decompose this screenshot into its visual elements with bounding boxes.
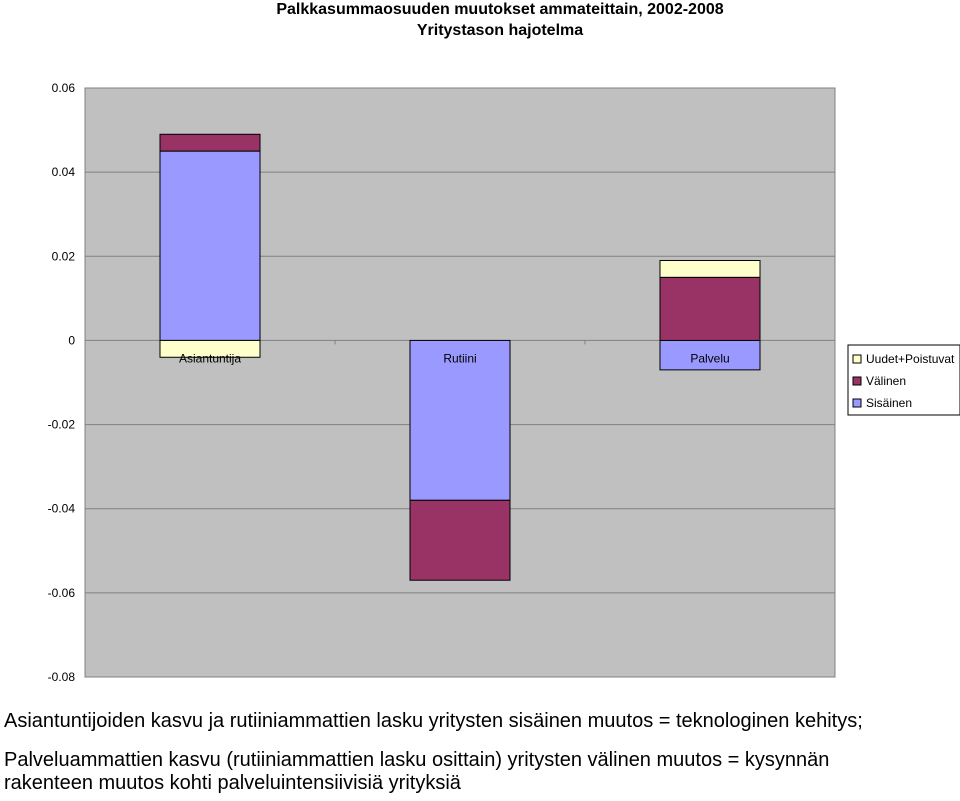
category-label: Palvelu: [690, 351, 730, 366]
legend-swatch: [853, 355, 861, 363]
y-axis-ticks: [48, 81, 76, 684]
caption-line-2: Palveluammattien kasvu (rutiiniammattien lasku osittain) yritysten välinen muutos = kysynnän: [4, 749, 830, 771]
chart-title: Palkkasummaosuuden muutokset ammateittain, 2002-2008: [276, 1, 724, 18]
y-tick-label: -0.04: [47, 501, 75, 516]
y-tick-label: 0.06: [51, 81, 75, 95]
legend-swatch: [853, 377, 861, 385]
y-tick-label: -0.02: [47, 417, 75, 432]
y-tick-label: 0.04: [51, 165, 75, 180]
legend-swatch: [853, 399, 861, 407]
y-tick-label: 0: [68, 333, 75, 348]
legend-label: Sisäinen: [866, 396, 913, 410]
y-tick-label: -0.06: [47, 585, 75, 600]
y-tick-label: 0.02: [51, 249, 75, 264]
legend: [848, 345, 960, 415]
legend-label: Välinen: [866, 374, 907, 388]
bar-segment: [660, 277, 760, 340]
bar-segment: [660, 260, 760, 277]
y-tick-label: -0.08: [47, 670, 75, 684]
category-label: Rutiini: [443, 351, 477, 366]
legend-label: Uudet+Poistuvat: [866, 352, 955, 366]
bar-segment: [160, 151, 260, 340]
category-label: Asiantuntija: [178, 351, 242, 366]
caption-line-1: Asiantuntijoiden kasvu ja rutiiniammattien lasku yritysten sisäinen muutos = teknologinen kehitys;: [4, 710, 863, 732]
chart-subtitle: Yritystason hajotelma: [416, 22, 584, 39]
bar-segment: [410, 500, 510, 580]
bar-segment: [160, 134, 260, 151]
caption-line-3: rakenteen muutos kohti palveluintensiivisiä yrityksiä: [4, 772, 461, 794]
